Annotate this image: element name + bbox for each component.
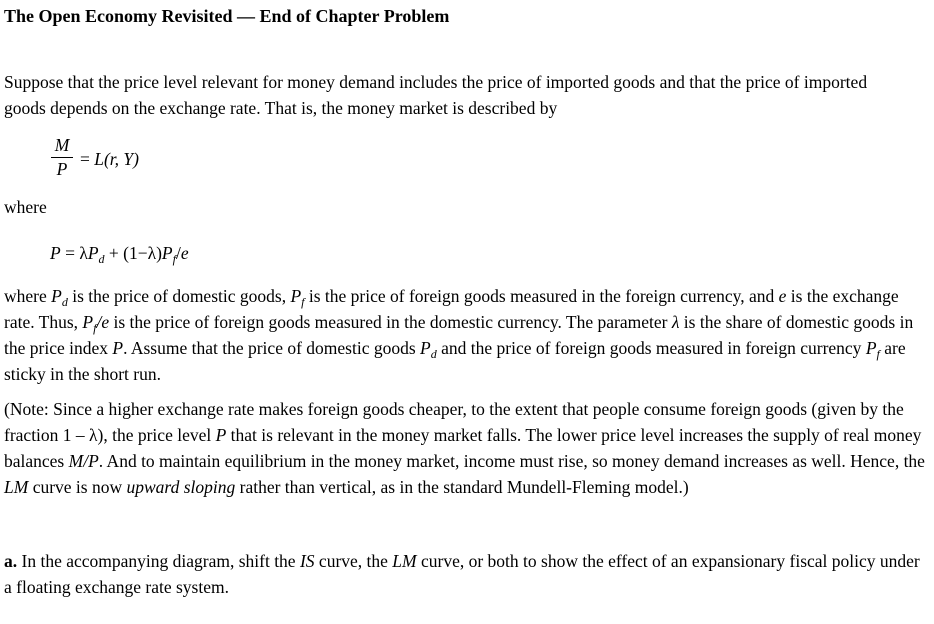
question-text-1: In the accompanying diagram, shift the [17, 551, 300, 571]
eq-Pd: P [87, 243, 99, 263]
note-text-4: curve is now [28, 477, 127, 497]
eq-P: P [50, 243, 61, 263]
question-label: a. [4, 551, 18, 571]
fraction-denominator: P [56, 159, 68, 179]
def-Pd-2: P [420, 338, 431, 358]
where-label: where [4, 197, 47, 217]
def-sub-f: f [301, 295, 305, 309]
def-Pd: P [51, 286, 62, 306]
def-sub-f-2: f [93, 321, 97, 335]
money-demand-rhs [80, 146, 139, 172]
def-sub-d-2: d [430, 347, 437, 361]
definitions-paragraph [4, 283, 930, 387]
price-index-equation [50, 240, 930, 266]
def-text-3: is the price of foreign goods measured in the foreign currency, and [304, 286, 779, 306]
intro-line-2: goods depends on the exchange rate. That is, the money market is described by [4, 98, 558, 118]
eq-sub-f: f [172, 252, 176, 266]
note-upward-sloping: upward sloping [126, 477, 236, 497]
fraction-numerator: M [54, 135, 70, 155]
eq-e: e [180, 243, 189, 263]
function-arguments: (r, Y) [103, 149, 139, 169]
def-text-7: . Assume that the price of domestic goods [123, 338, 421, 358]
def-text-8: and the price of foreign goods measured in foreign currency [436, 338, 866, 358]
note-paragraph [4, 396, 930, 500]
liquidity-function: L [94, 149, 104, 169]
question-IS: IS [299, 551, 315, 571]
def-sub-f-3: f [876, 347, 880, 361]
def-Pf-over-e: P [82, 312, 94, 332]
question-a [4, 548, 930, 600]
def-text-1: where [4, 286, 52, 306]
note-P: P [215, 425, 227, 445]
def-text-6: is the share of domestic goods in the price index [4, 312, 914, 358]
money-market-equation [50, 134, 930, 180]
def-text-5: is the price of foreign goods measured in the domestic currency. The parameter [109, 312, 672, 332]
def-lambda: λ [671, 312, 680, 332]
note-text-1: (Note: Since a higher exchange rate makes foreign goods cheaper, to the extent that people consume foreign goods (given by the fraction 1 – λ), the price level [4, 399, 904, 445]
eq-divide: / [175, 243, 181, 263]
page-title: The Open Economy Revisited — End of Chapter Problem [4, 6, 450, 26]
eq-sub-d: d [98, 252, 105, 266]
def-sub-d: d [61, 295, 68, 309]
eq-Pf: P [161, 243, 173, 263]
intro-paragraph [4, 69, 930, 121]
equals-sign: = [80, 149, 95, 169]
question-text-3: curve, or both to show the effect of an expansionary fiscal policy under a floating exchange rate system. [4, 551, 920, 597]
def-text-4: is the exchange rate. Thus, [4, 286, 899, 332]
def-P: P [112, 338, 124, 358]
eq-equals-lambda: = λ [60, 243, 88, 263]
question-text-2: curve, the [314, 551, 393, 571]
note-M-over-P: M/P [68, 451, 99, 471]
intro-line-1: Suppose that the price level relevant for money demand includes the price of imported goods and that the price of imported [4, 72, 868, 92]
def-over-e: /e [96, 312, 110, 332]
def-text-9: are sticky in the short run. [4, 338, 906, 384]
def-Pf: P [290, 286, 302, 306]
def-text-2: is the price of domestic goods, [67, 286, 291, 306]
note-LM: LM [4, 477, 29, 497]
def-e: e [778, 286, 787, 306]
def-Pf-2: P [865, 338, 877, 358]
note-text-5: rather than vertical, as in the standard Mundell-Fleming model.) [235, 477, 689, 497]
question-LM: LM [392, 551, 417, 571]
note-text-2: that is relevant in the money market falls. The lower price level increases the supply of real money balances [4, 425, 922, 471]
note-text-3: . And to maintain equilibrium in the money market, income must rise, so money demand increases as well. Hence, the [98, 451, 925, 471]
eq-plus-term: + (1−λ) [104, 243, 162, 263]
